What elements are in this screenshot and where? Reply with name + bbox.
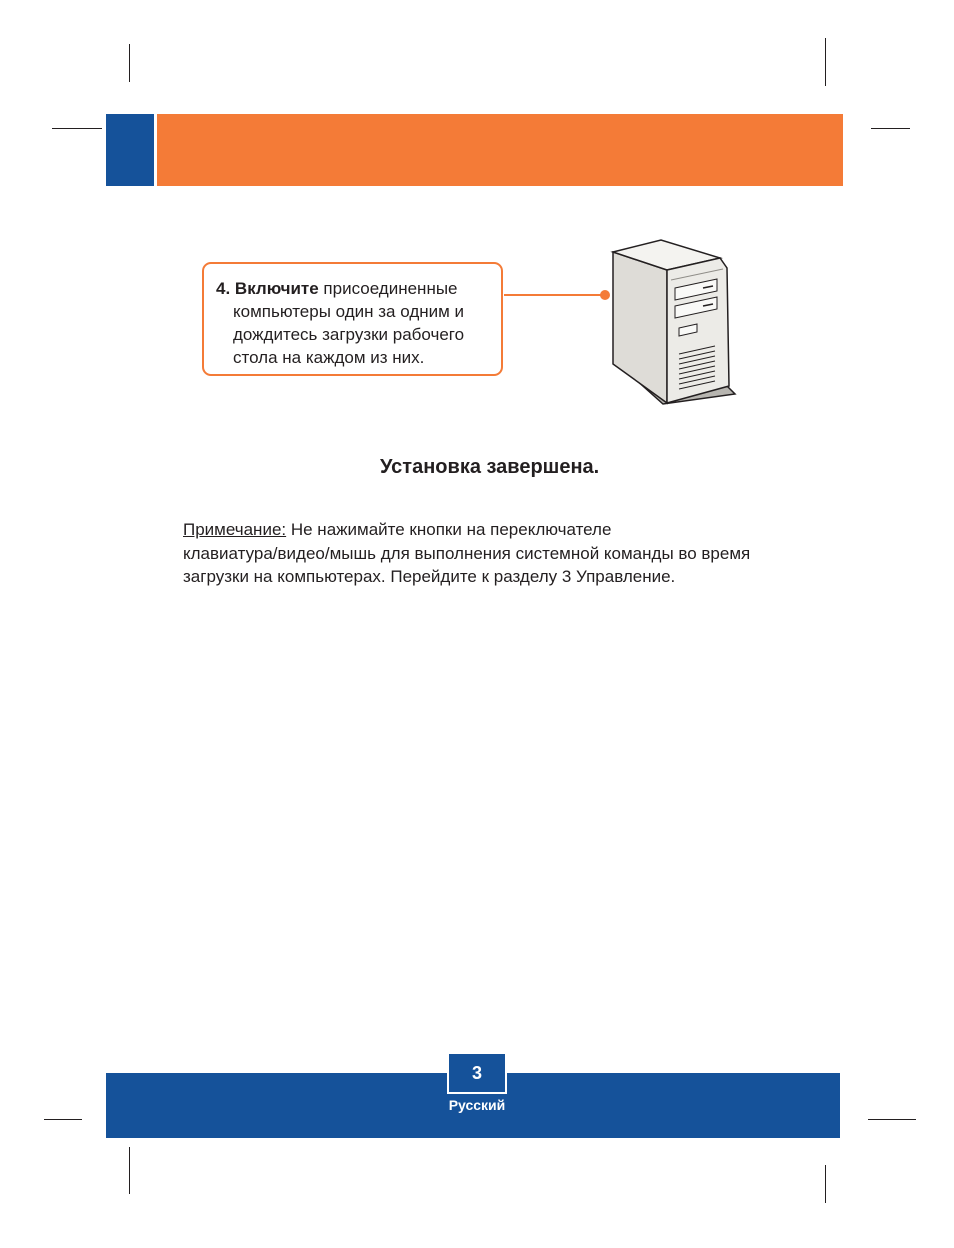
completion-heading: Установка завершена. (380, 456, 600, 478)
note-line3: загрузки на компьютерах. Перейдите к разделу 3 Управление. (183, 567, 676, 586)
crop-mark (868, 1119, 916, 1120)
note-line2: клавиатура/видео/мышь для выполнения системной команды во время (183, 543, 751, 563)
page-number: 3 (447, 1052, 507, 1094)
crop-mark (52, 128, 102, 129)
header-blue-block (106, 114, 154, 186)
step-keyword: Включите (234, 279, 319, 298)
note-label: Примечание: (183, 520, 287, 539)
computer-tower-icon (605, 236, 745, 411)
step-line3: дождитесь загрузки рабочего (233, 325, 465, 344)
callout-connector-line (504, 294, 604, 296)
note-line1: Не нажимайте кнопки на переключателе (286, 520, 612, 539)
crop-mark (129, 44, 130, 82)
footer-language: Русский (448, 1097, 506, 1113)
crop-mark (44, 1119, 82, 1120)
crop-mark (129, 1147, 130, 1194)
header-orange-bar (157, 114, 843, 186)
step-line2: компьютеры один за одним и (233, 302, 465, 321)
note-paragraph (183, 518, 783, 589)
crop-mark (825, 1165, 826, 1203)
callout-step-text (216, 277, 496, 369)
crop-mark (871, 128, 910, 129)
step-line1: присоединенные (318, 279, 458, 298)
step-line4: стола на каждом из них. (233, 348, 425, 367)
crop-mark (825, 38, 826, 86)
step-number: 4. (216, 279, 231, 298)
